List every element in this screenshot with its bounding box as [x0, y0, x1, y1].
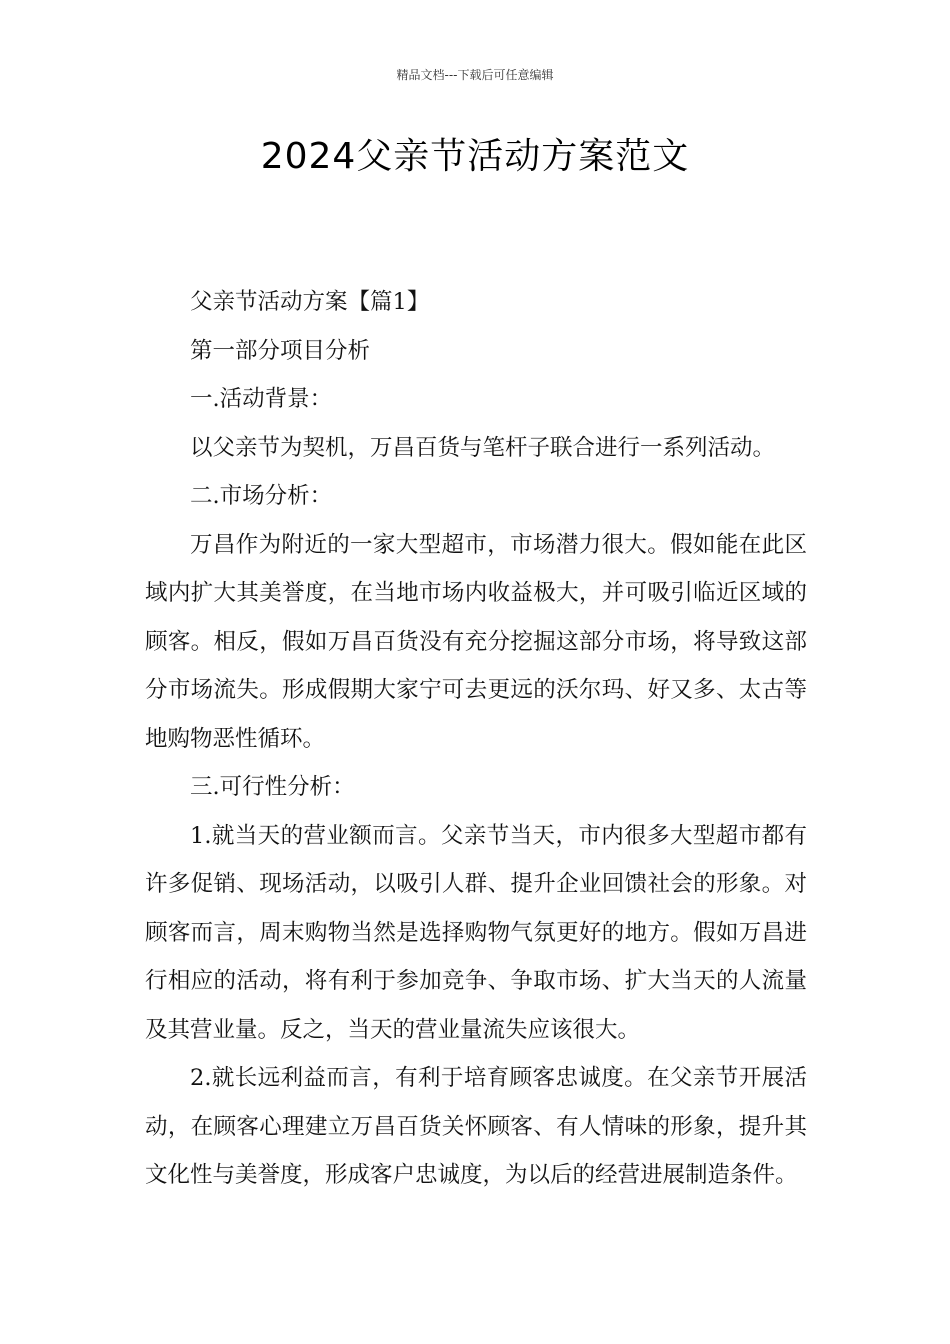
paragraph-feasibility-heading: 三.可行性分析： [190, 774, 355, 800]
paragraph-feasibility-point-1: 1.就当天的营业额而言。父亲节当天，市内很多大型超市都有许多促销、现场活动，以吸引人群、提升企业回馈社会的形象。对顾客而言，周末购物当然是选择购物气氛更好的地方。假如万昌进行相应的活动，将有利于参加竞争、争取市场、扩大当天的人流量及其营业量。反之，当天的营业量流失应该很大。 [145, 822, 807, 1043]
paragraph-section-heading: 父亲节活动方案【篇1】 [190, 289, 430, 315]
paragraph-background-heading: 一.活动背景： [190, 386, 333, 412]
document-title: 2024父亲节活动方案范文 [260, 136, 690, 177]
paragraph-market-text: 万昌作为附近的一家大型超市，市场潜力很大。假如能在此区域内扩大其美誉度，在当地市场内收益极大，并可吸引临近区域的顾客。相反，假如万昌百货没有充分挖掘这部分市场，将导致这部分市场流失。形成假期大家宁可去更远的沃尔玛、好又多、太古等地购物恶性循环。 [145, 531, 807, 752]
paragraph-feasibility-point-2: 2.就长远利益而言，有利于培育顾客忠诚度。在父亲节开展活动，在顾客心理建立万昌百货关怀顾客、有人情味的形象，提升其文化性与美誉度，形成客户忠诚度，为以后的经营进展制造条件。 [145, 1065, 807, 1188]
header-note: 精品文档---下载后可任意编辑 [396, 68, 554, 82]
document-body [145, 278, 807, 1200]
paragraph-market-heading: 二.市场分析： [190, 483, 333, 509]
paragraph-background-text: 以父亲节为契机，万昌百货与笔杆子联合进行一系列活动。 [190, 434, 776, 461]
paragraph-part-heading: 第一部分项目分析 [190, 337, 371, 364]
